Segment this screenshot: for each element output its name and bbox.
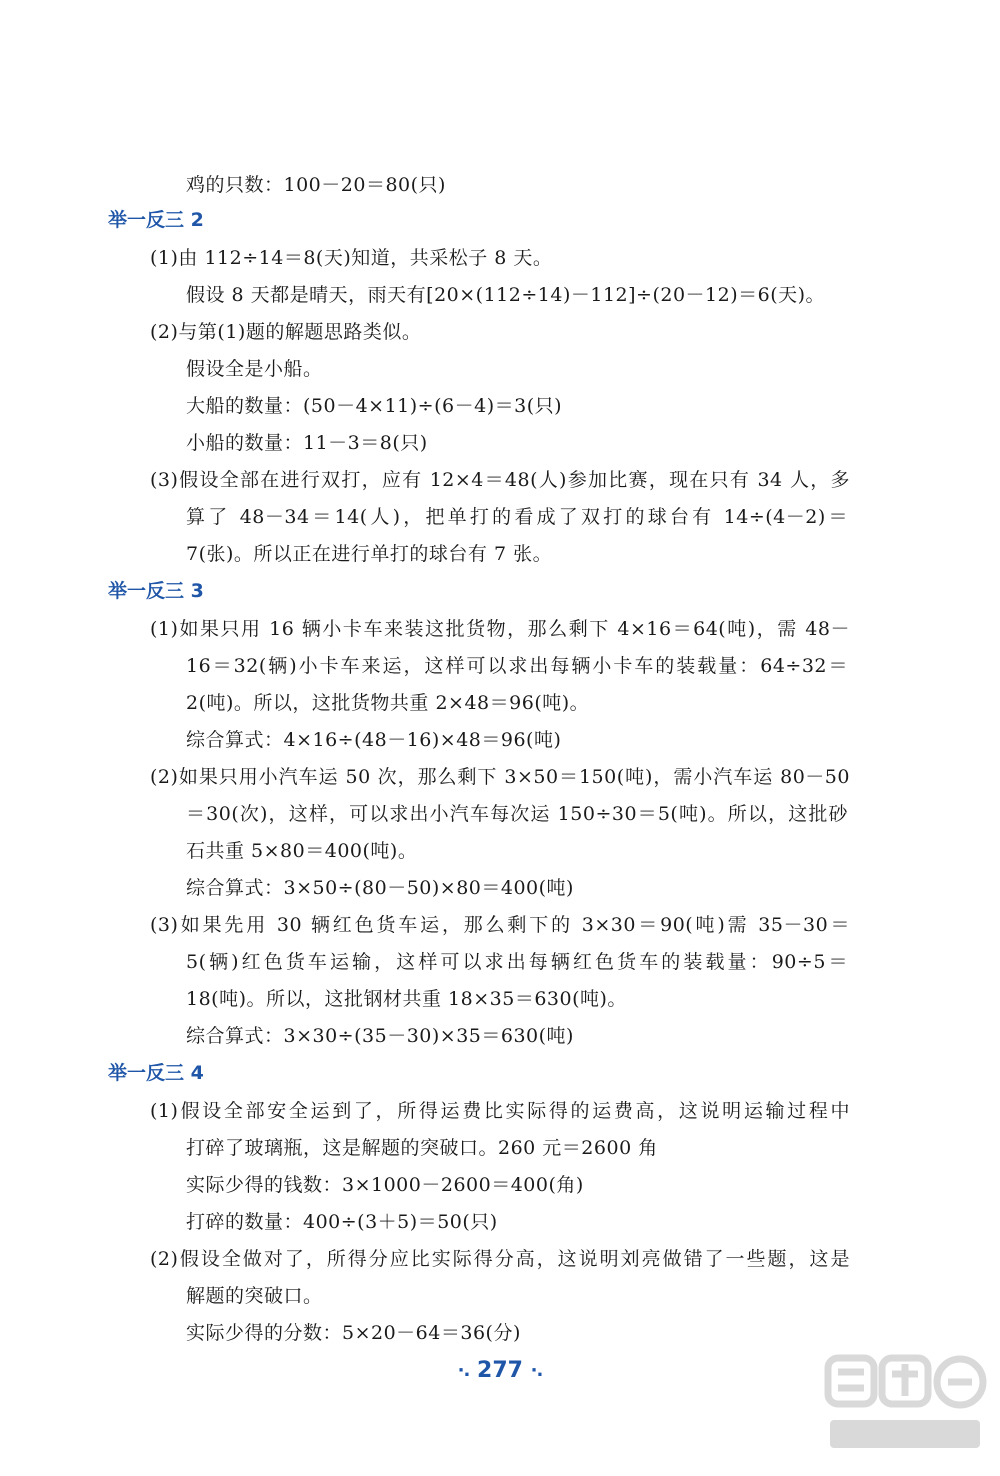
text-line: 算了 48－34＝14(人)，把单打的看成了双打的球台有 14÷(4－2)＝ xyxy=(186,506,848,528)
text-line: 18(吨)。所以，这批钢材共重 18×35＝630(吨)。 xyxy=(186,988,627,1010)
text-line: (2)与第(1)题的解题思路类似。 xyxy=(150,321,422,343)
text-line: 实际少得的分数：5×20－64＝36(分) xyxy=(186,1322,521,1344)
text-line: 实际少得的钱数：3×1000－2600＝400(角) xyxy=(186,1174,584,1196)
watermark-logo xyxy=(820,1352,990,1460)
text-line: (3)假设全部在进行双打，应有 12×4＝48(人)参加比赛，现在只有 34 人，多 xyxy=(150,469,850,491)
text-line: (1)假设全部安全运到了，所得运费比实际得的运费高，这说明运输过程中 xyxy=(150,1100,850,1122)
text-line: (3)如果先用 30 辆红色货车运，那么剩下的 3×30＝90(吨)需 35－30＝ xyxy=(150,914,850,936)
section-heading: 举一反三 3 xyxy=(108,580,204,602)
page-number-decoration-left: ·. xyxy=(457,1360,470,1381)
section-heading: 举一反三 4 xyxy=(108,1062,204,1084)
text-line: 鸡的只数：100－20＝80(只) xyxy=(186,174,446,196)
text-line: (1)如果只用 16 辆小卡车来装这批货物，那么剩下 4×16＝64(吨)，需 48－ xyxy=(150,618,850,640)
text-line: (2)如果只用小汽车运 50 次，那么剩下 3×50＝150(吨)，需小汽车运 80－50 xyxy=(150,766,850,788)
text-line: 7(张)。所以正在进行单打的球台有 7 张。 xyxy=(186,543,553,565)
text-line: (1)由 112÷14＝8(天)知道，共采松子 8 天。 xyxy=(150,247,553,269)
text-line: 综合算式：3×30÷(35－30)×35＝630(吨) xyxy=(186,1025,574,1047)
text-line: 打碎的数量：400÷(3＋5)＝50(只) xyxy=(186,1211,498,1233)
text-line: (2)假设全做对了，所得分应比实际得分高，这说明刘亮做错了一些题，这是 xyxy=(150,1248,850,1270)
text-line: 2(吨)。所以，这批货物共重 2×48＝96(吨)。 xyxy=(186,692,590,714)
text-line: 打碎了玻璃瓶，这是解题的突破口。260 元＝2600 角 xyxy=(186,1137,658,1159)
text-line: 假设全是小船。 xyxy=(186,358,323,380)
section-heading: 举一反三 2 xyxy=(108,209,204,231)
page-number-text: 277 xyxy=(477,1358,523,1383)
text-line: 5(辆)红色货车运输，这样可以求出每辆红色货车的装载量：90÷5＝ xyxy=(186,951,848,973)
page-number-decoration-right: ·. xyxy=(530,1360,543,1381)
page-number xyxy=(440,1358,560,1383)
text-line: 大船的数量：(50－4×11)÷(6－4)＝3(只) xyxy=(186,395,563,417)
text-line: ＝30(次)，这样，可以求出小汽车每次运 150÷30＝5(吨)。所以，这批砂 xyxy=(186,803,848,825)
text-line: 综合算式：4×16÷(48－16)×48＝96(吨) xyxy=(186,729,562,751)
text-line: 小船的数量：11－3＝8(只) xyxy=(186,432,428,454)
text-line: 石共重 5×80＝400(吨)。 xyxy=(186,840,418,862)
text-line: 解题的突破口。 xyxy=(186,1285,323,1307)
text-line: 16＝32(辆)小卡车来运，这样可以求出每辆小卡车的装载量：64÷32＝ xyxy=(186,655,848,677)
text-line: 假设 8 天都是晴天，雨天有[20×(112÷14)－112]÷(20－12)＝6(天)。 xyxy=(186,284,826,306)
text-line: 综合算式：3×50÷(80－50)×80＝400(吨) xyxy=(186,877,574,899)
